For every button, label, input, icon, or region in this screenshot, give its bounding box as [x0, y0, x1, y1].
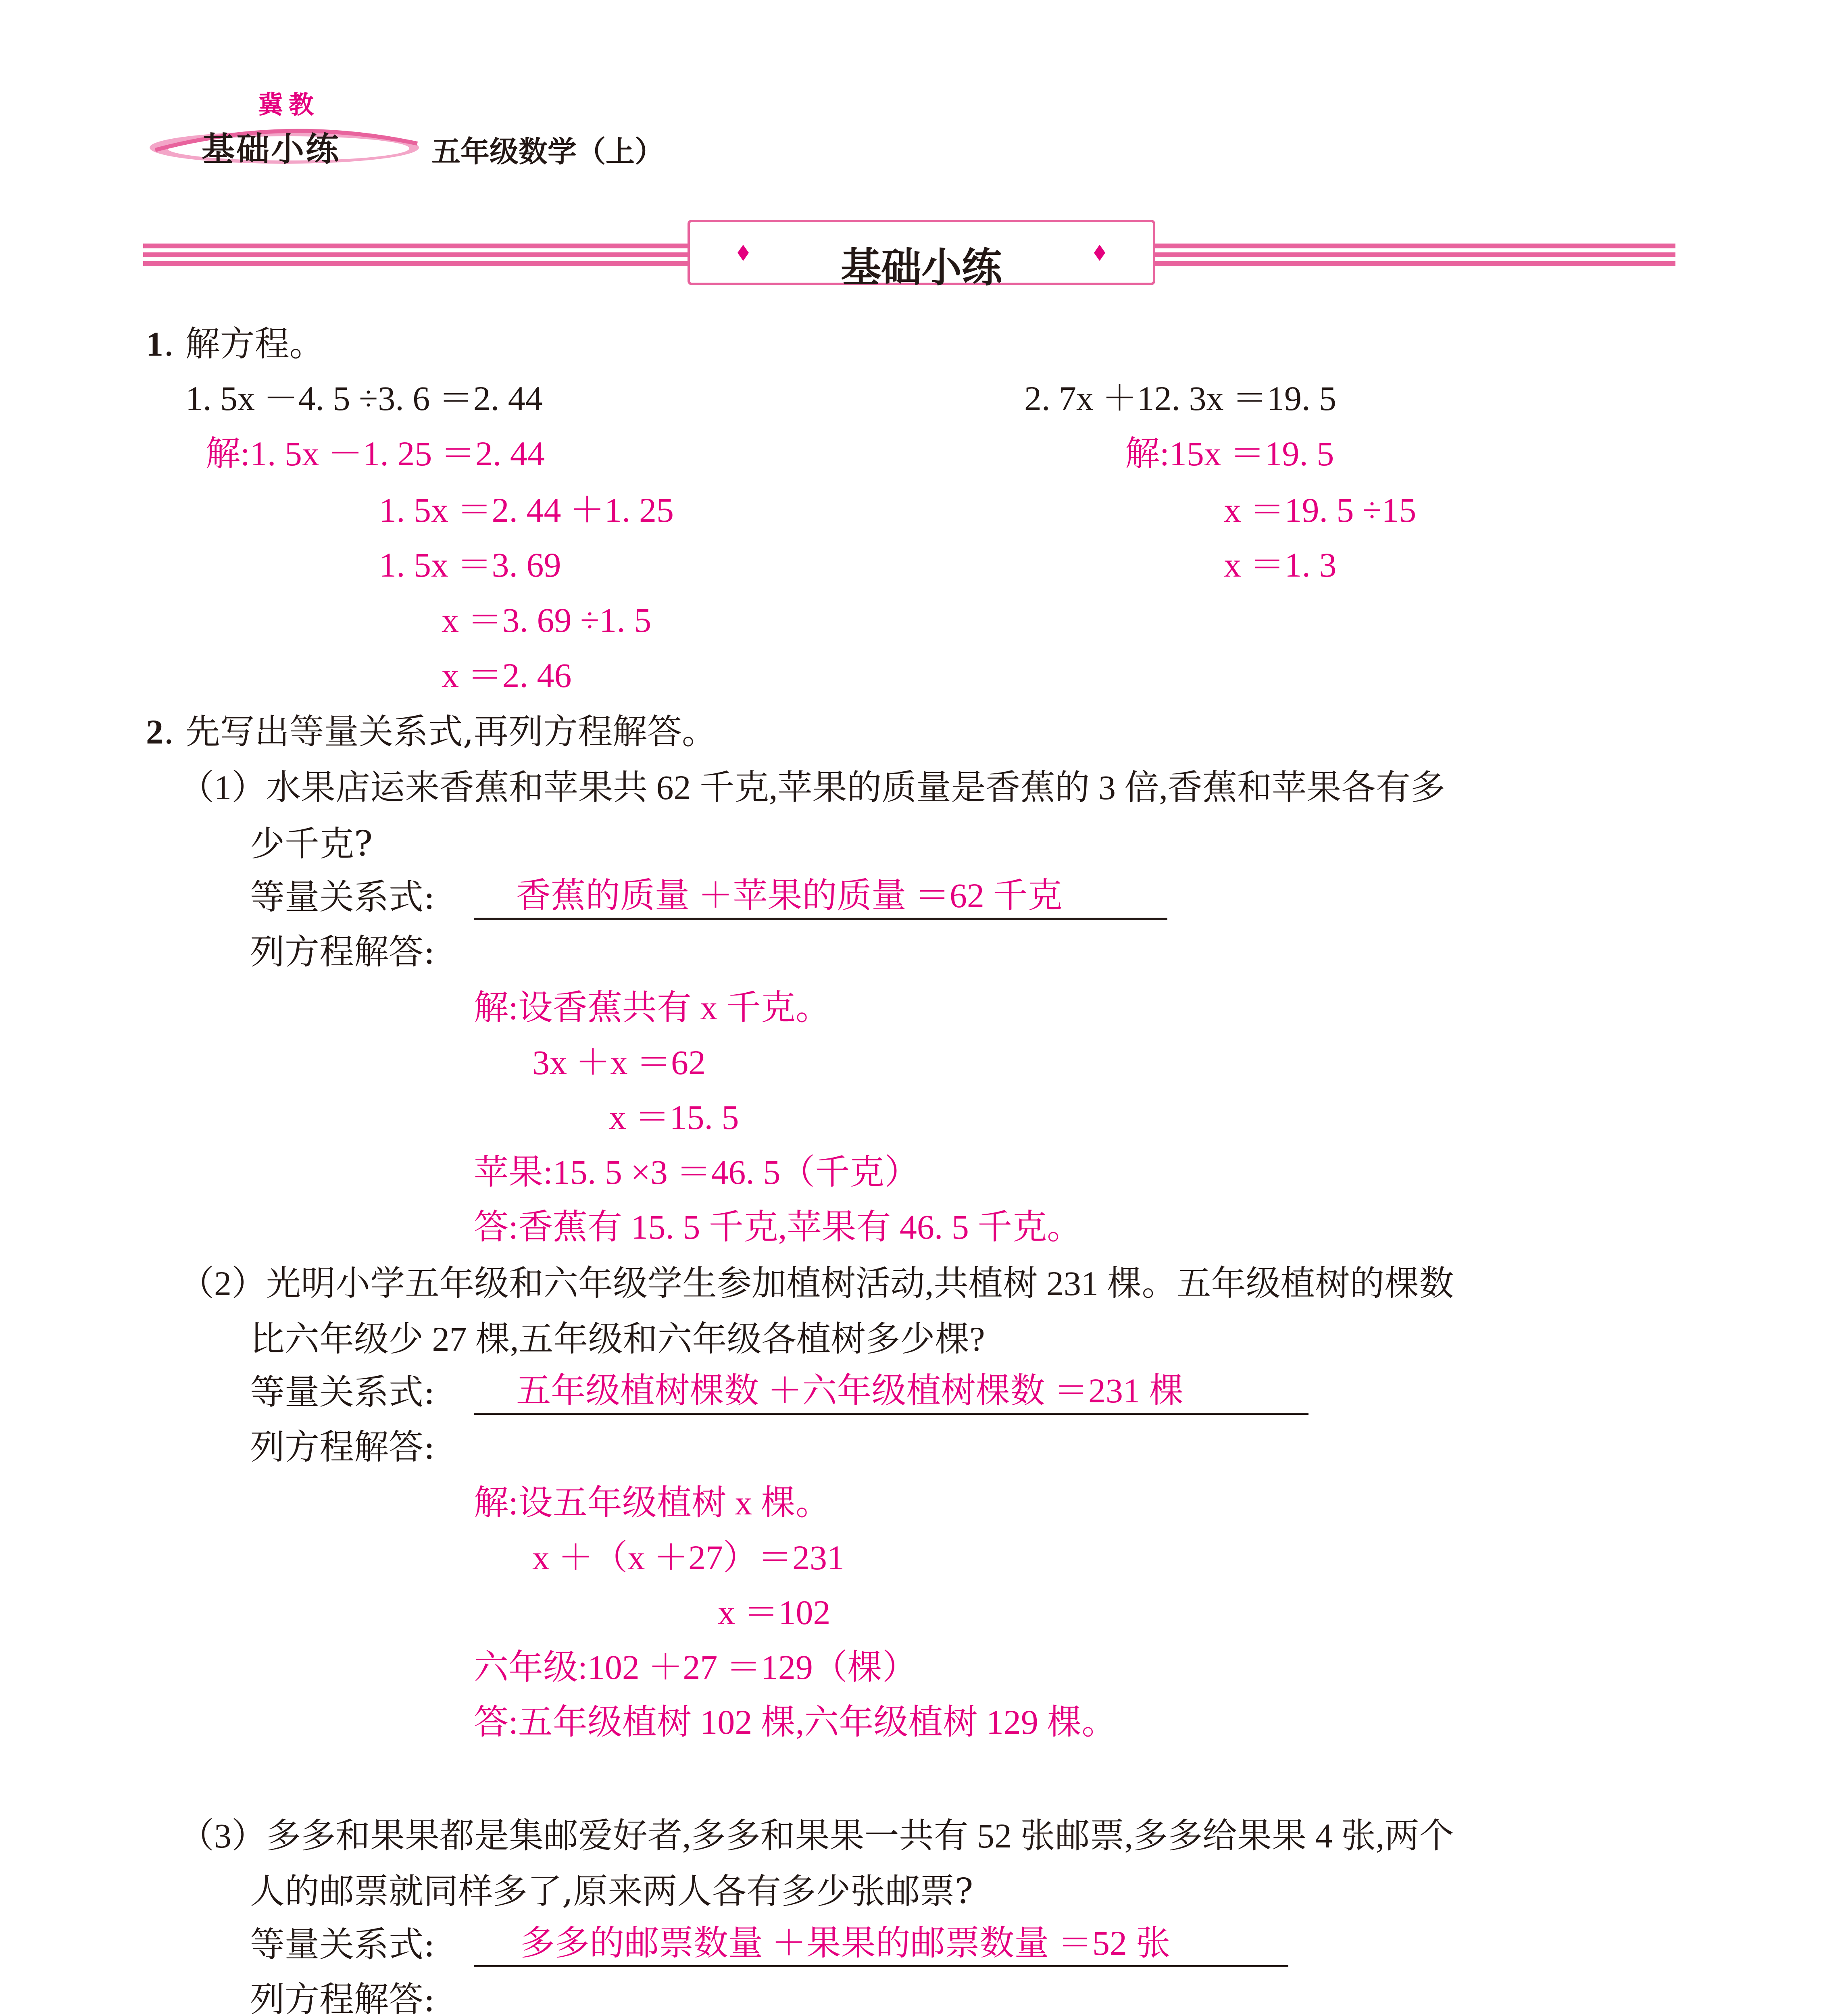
q1-left-step: x ＝2. 46 [442, 656, 572, 695]
q1-right-equation: 2. 7x ＋12. 3x ＝19. 5 [1024, 379, 1336, 418]
q2-part1-solve-label: 列方程解答: [250, 932, 435, 972]
q1-left-step: x ＝3. 69 ÷1. 5 [442, 601, 652, 639]
q1-right-step: 解:15x ＝19. 5 [1125, 434, 1334, 473]
q1-prompt [146, 324, 324, 364]
q2-part1-relation: 香蕉的质量 ＋苹果的质量 ＝62 千克 [516, 876, 1063, 915]
q2-prompt-text: . 先写出等量关系式,再列方程解答。 [163, 712, 717, 752]
q2-part1-step: 答:香蕉有 15. 5 千克,苹果有 46. 5 千克。 [474, 1208, 1082, 1246]
section-title-box [688, 220, 1155, 291]
q2-part2-text-cont: 比六年级少 27 棵,五年级和六年级各植树多少棵? [250, 1320, 985, 1358]
header-series: 基础小练 [202, 130, 341, 169]
q2-number: 2 [146, 712, 163, 751]
q1-left-step: 解:1. 5x －1. 25 ＝2. 44 [206, 434, 545, 473]
q2-part2-relation-label: 等量关系式: [250, 1372, 435, 1412]
q2-part3-text: （3）多多和果果都是集邮爱好者,多多和果果一共有 52 张邮票,多多给果果 4 张,两个 [179, 1816, 1454, 1855]
header-grade-subject: 五年级数学（上） [431, 135, 664, 169]
answer-underline [474, 1413, 1308, 1415]
q2-part3-relation-label: 等量关系式: [250, 1924, 435, 1965]
q2-part1-step: 解:设香蕉共有 x 千克。 [474, 988, 830, 1027]
q2-part2-text: （2）光明小学五年级和六年级学生参加植树活动,共植树 231 棵。五年级植树的棵数 [179, 1264, 1454, 1303]
q2-part1-relation-label: 等量关系式: [250, 877, 435, 917]
q2-part2-step: 解:设五年级植树 x 棵。 [474, 1483, 830, 1522]
q2-part3-solve-label: 列方程解答: [250, 1979, 435, 2016]
q1-right-step: x ＝1. 3 [1224, 546, 1337, 584]
q2-part2-relation: 五年级植树棵数 ＋六年级植树棵数 ＝231 棵 [516, 1371, 1184, 1410]
q2-prompt [146, 712, 717, 752]
q1-prompt-text: . 解方程。 [163, 324, 324, 364]
q2-part2-step: x ＋（x ＋27）＝231 [532, 1538, 844, 1577]
q2-part2-step: x ＝102 [718, 1593, 831, 1632]
q2-part1-text: （1）水果店运来香蕉和苹果共 62 千克,苹果的质量是香蕉的 3 倍,香蕉和苹果各有多 [179, 768, 1445, 807]
q1-left-step: 1. 5x ＝3. 69 [379, 546, 561, 584]
q2-part2-step: 答:五年级植树 102 棵,六年级植树 129 棵。 [474, 1703, 1117, 1741]
q1-left-equation: 1. 5x －4. 5 ÷3. 6 ＝2. 44 [185, 379, 543, 418]
q2-part1-step: x ＝15. 5 [609, 1098, 739, 1137]
q1-left-step: 1. 5x ＝2. 44 ＋1. 25 [379, 491, 674, 529]
q2-part1-step: 苹果:15. 5 ×3 ＝46. 5（千克） [474, 1153, 919, 1191]
q2-part3-relation: 多多的邮票数量 ＋果果的邮票数量 ＝52 张 [520, 1924, 1171, 1962]
q2-part2-step: 六年级:102 ＋27 ＝129（棵） [474, 1648, 917, 1687]
section-title: 基础小练 [841, 244, 1002, 291]
q2-part1-step: 3x ＋x ＝62 [532, 1043, 706, 1082]
q2-part1-text-cont: 少千克? [250, 824, 373, 864]
header-publisher: 冀教 [258, 90, 320, 119]
q2-part3-text-cont: 人的邮票就同样多了,原来两人各有多少张邮票? [250, 1871, 973, 1912]
answer-underline [474, 918, 1167, 920]
diamond-icon [1092, 245, 1108, 261]
answer-underline [474, 1965, 1288, 1967]
q2-part2-solve-label: 列方程解答: [250, 1427, 435, 1467]
q1-right-step: x ＝19. 5 ÷15 [1224, 491, 1417, 529]
q1-number: 1 [146, 325, 163, 363]
